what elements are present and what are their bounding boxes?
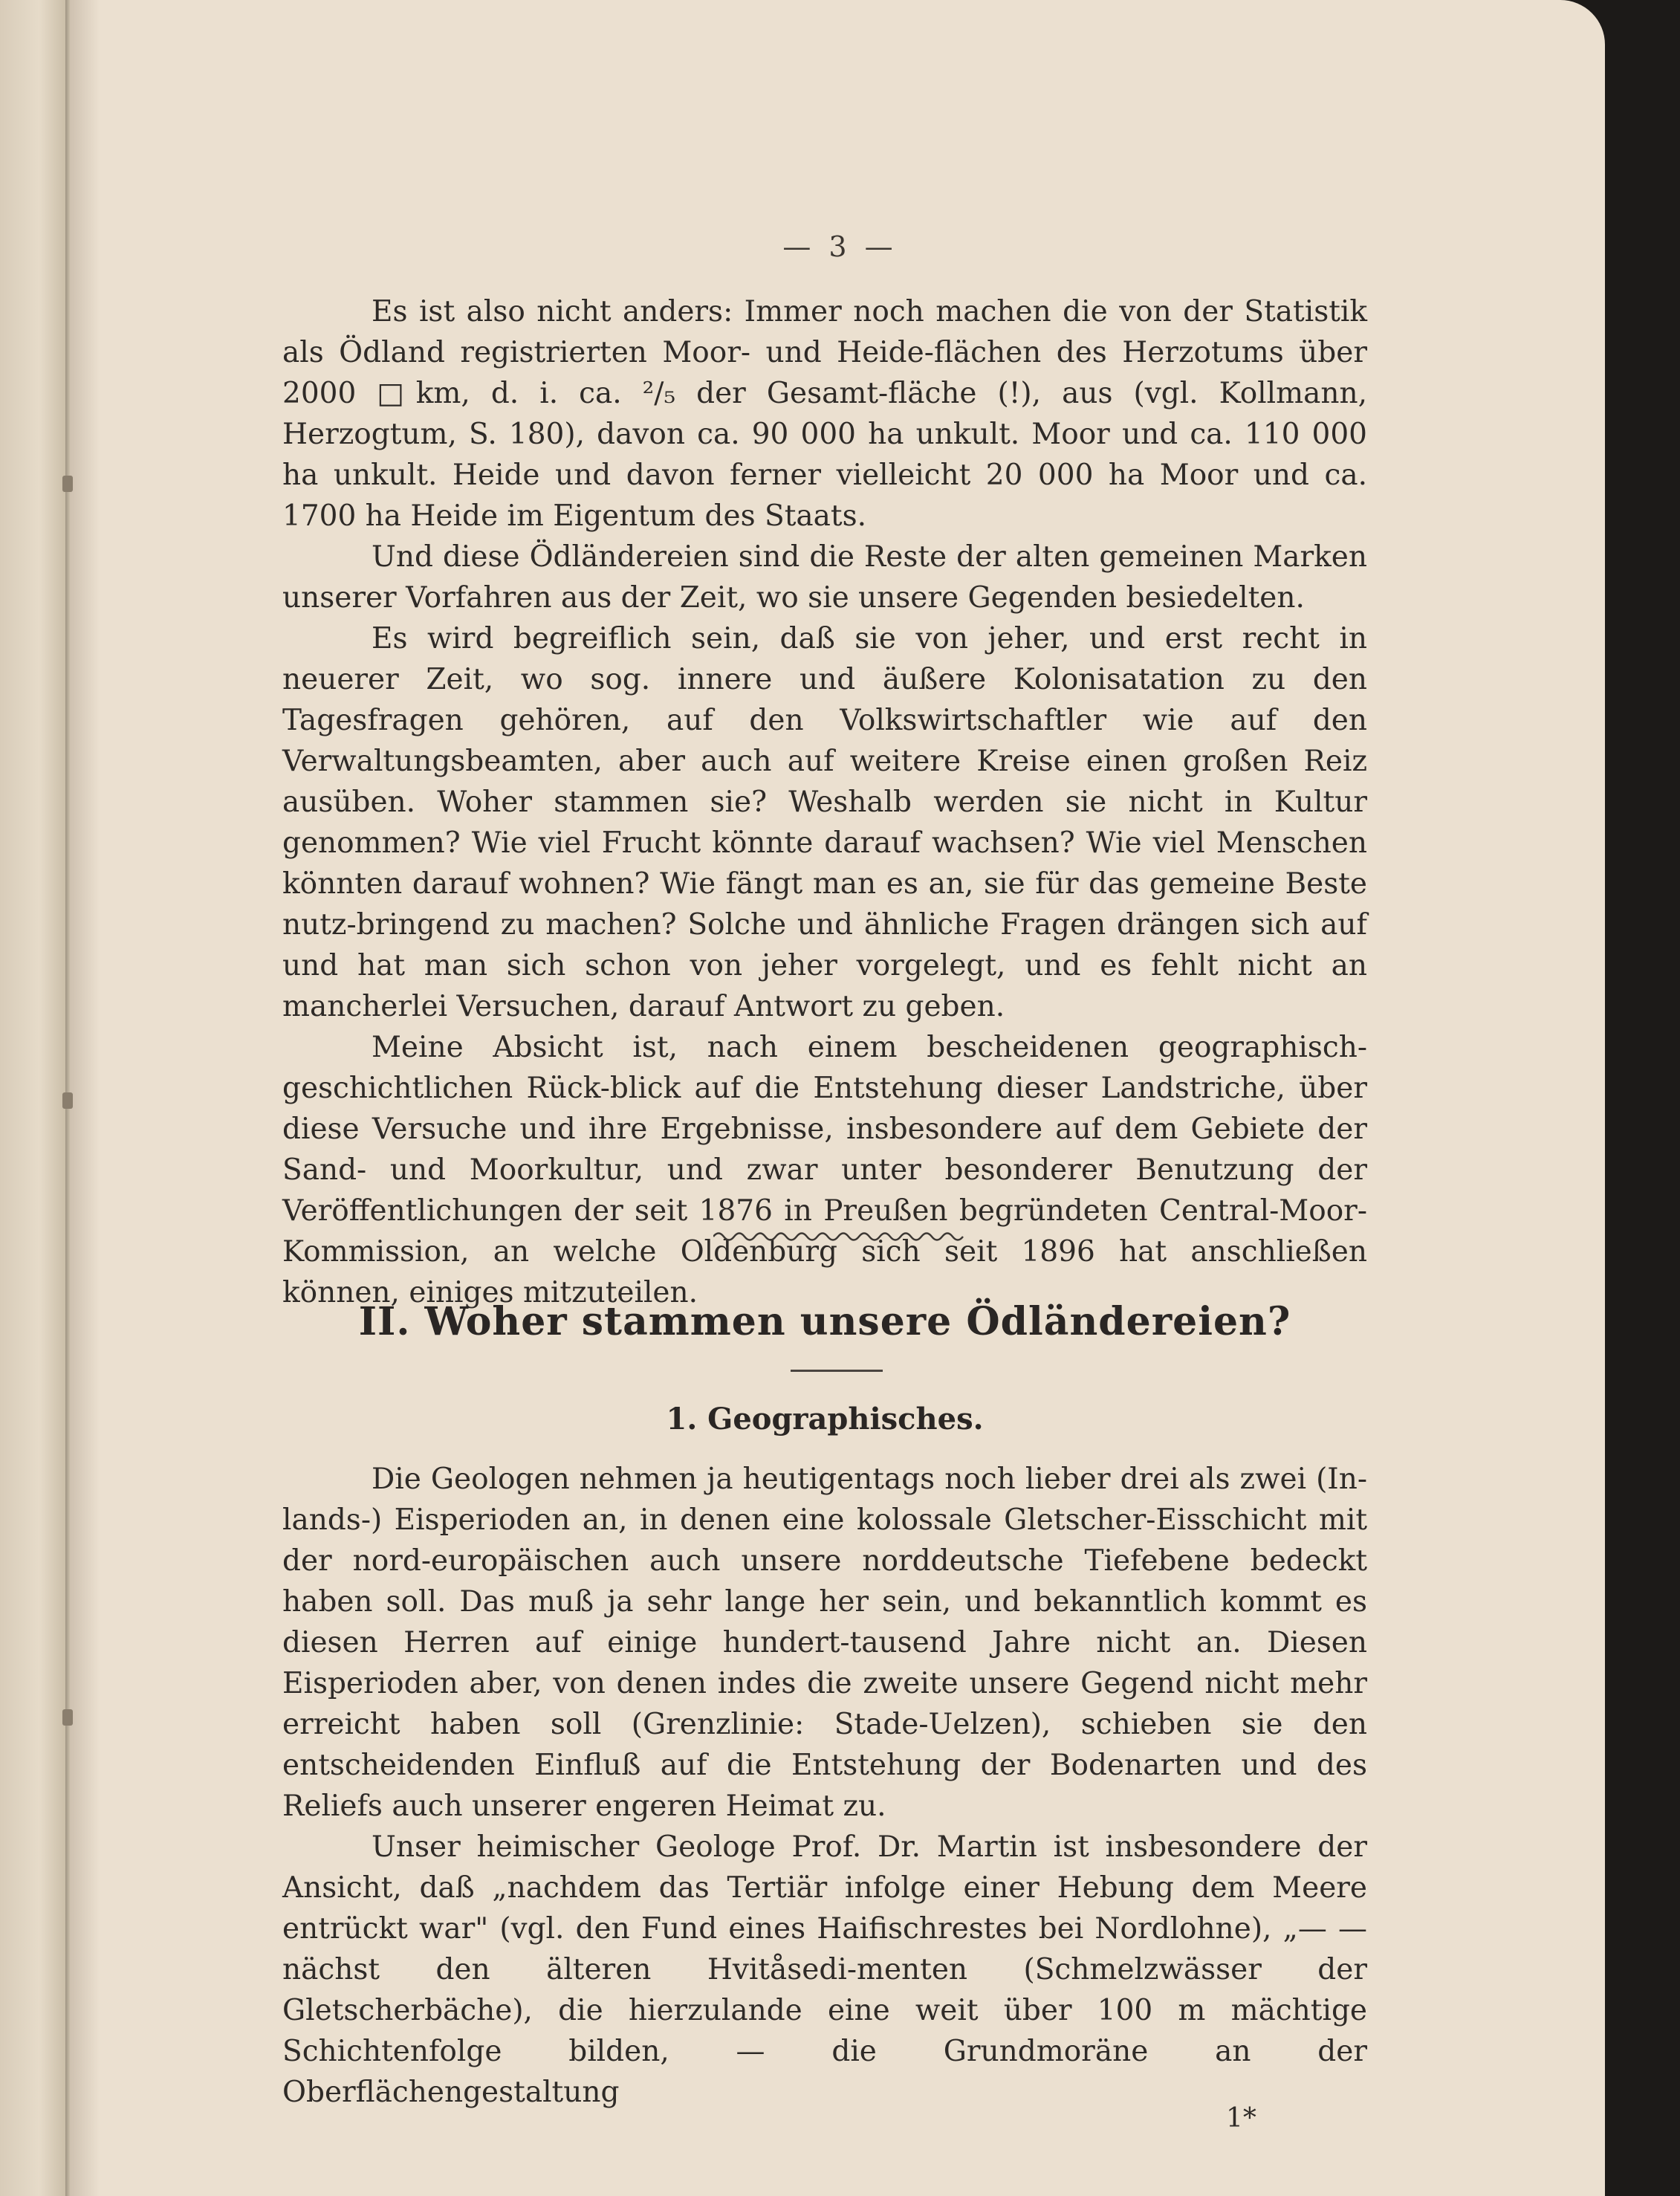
body-text-upper — [282, 291, 1367, 1313]
sub-heading: 1. Geographisches. — [666, 1402, 984, 1437]
heading-rule — [791, 1370, 883, 1372]
paragraph: Es ist also nicht anders: Immer noch machen die von der Statistik als Ödland registrierten Moor- und Heide-flächen des Herzotums über 2000 □km, d. i. ca. ²/₅ der Gesamt-fläche (!), aus (vgl. Kollmann, Herzogtum, S. 180), davon ca. 90 000 ha unkult. Moor und ca. 110 000 ha unkult. Heide und davon ferner vielleicht 20 000 ha Moor und ca. 1700 ha Heide im Eigentum des Staats. — [282, 295, 1367, 533]
previous-page-edge — [0, 0, 65, 2196]
binding-stitch — [62, 1709, 73, 1726]
spine-shadow — [70, 0, 100, 2196]
signature-mark: 1* — [1226, 2103, 1256, 2134]
decorative-wavy-divider — [713, 1228, 970, 1246]
section-heading: II. Woher stammen unsere Ödländereien? — [358, 1299, 1291, 1344]
body-text-lower — [282, 1459, 1367, 2113]
paragraph: Und diese Ödländereien sind die Reste der alten gemeinen Marken unserer Vorfahren aus der Zeit, wo sie unsere Gegenden besiedelten. — [282, 540, 1367, 615]
paragraph: Es wird begreiflich sein, daß sie von jeher, und erst recht in neuerer Zeit, wo sog. innere und äußere Kolonisatation zu den Tagesfragen gehören, auf den Volkswirtschaftler wie auf den Verwaltungsbeamten, aber auch auf weitere Kreise einen großen Reiz ausüben. Woher stammen sie? Weshalb werden sie nicht in Kultur genommen? Wie viel Frucht könnte darauf wachsen? Wie viel Menschen könnten darauf wohnen? Wie fängt man es an, sie für das gemeine Beste nutz-bringend zu machen? Solche und ähnliche Fragen drängen sich auf und hat man sich schon von jeher vorgelegt, und es fehlt nicht an mancherlei Versuchen, darauf Antwort zu geben. — [282, 622, 1367, 1023]
binding-stitch — [62, 1092, 73, 1109]
binding-stitch — [62, 476, 73, 492]
page-number: — 3 — — [782, 230, 898, 263]
paragraph: Unser heimischer Geologe Prof. Dr. Martin ist insbesondere der Ansicht, daß „nachdem das Tertiär infolge einer Hebung dem Meere entrückt war" (vgl. den Fund eines Haifischrestes bei Nordlohne), „— — nächst den älteren Hvitåsedi-menten (Schmelzwässer der Gletscherbäche), die hierzulande eine weit über 100 m mächtige Schichtenfolge bilden, — die Grundmoräne an der Oberflächengestaltung — [282, 1830, 1367, 2109]
paragraph: Die Geologen nehmen ja heutigentags noch lieber drei als zwei (In-lands-) Eisperioden an, in denen eine kolossale Gletscher-Eisschicht mit der nord-europäischen auch unsere norddeutsche Tiefebene bedeckt haben soll. Das muß ja sehr lange her sein, und bekanntlich kommt es diesen Herren auf einige hundert-tausend Jahre nicht an. Diesen Eisperioden aber, von denen indes die zweite unsere Gegend nicht mehr erreicht haben soll (Grenzlinie: Stade-Uelzen), schieben sie den entscheidenden Einfluß auf die Entstehung der Bodenarten und des Reliefs auch unserer engeren Heimat zu. — [282, 1463, 1367, 1823]
paragraph: Meine Absicht ist, nach einem bescheidenen geographisch-geschichtlichen Rück-blick auf die Entstehung dieser Landstriche, über diese Versuche und ihre Ergebnisse, insbesondere auf dem Gebiete der Sand- und Moorkultur, und zwar unter besonderer Benutzung der Veröffentlichungen der seit 1876 in Preußen begründeten Central-Moor-Kommission, an welche Oldenburg sich seit 1896 hat anschließen können, einiges mitzuteilen. — [282, 1031, 1367, 1309]
